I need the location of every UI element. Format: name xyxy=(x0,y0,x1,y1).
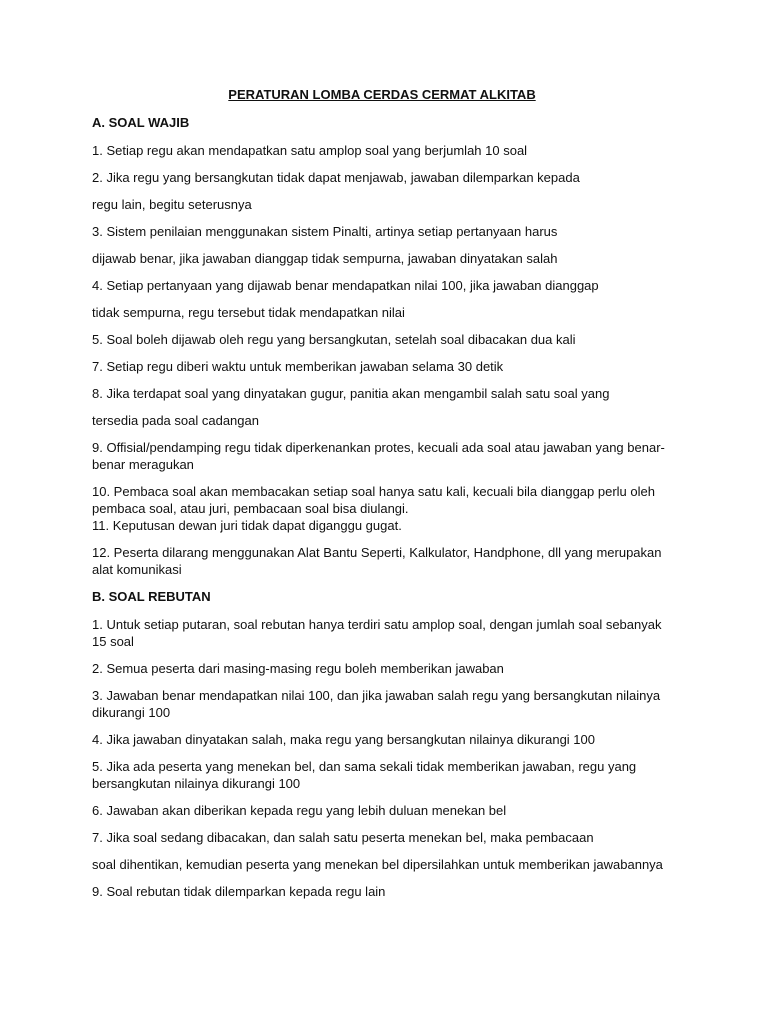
section-b-line: 5. Jika ada peserta yang menekan bel, dan sama sekali tidak memberikan jawaban, regu yang bersangkutan nilainya dikurangi 100 xyxy=(92,759,637,791)
section-a-line: 5. Soal boleh dijawab oleh regu yang bersangkutan, setelah soal dibacakan dua kali xyxy=(92,332,576,347)
section-a-line: 4. Setiap pertanyaan yang dijawab benar mendapatkan nilai 100, jika jawaban dianggap xyxy=(92,278,599,293)
section-b-line: 1. Untuk setiap putaran, soal rebutan hanya terdiri satu amplop soal, dengan jumlah soal sebanyak 15 soal xyxy=(92,617,662,649)
section-b-line: 3. Jawaban benar mendapatkan nilai 100, dan jika jawaban salah regu yang bersangkutan nilainya dikurangi 100 xyxy=(92,688,661,720)
section-a-line: 10. Pembaca soal akan membacakan setiap soal hanya satu kali, kecuali bila dianggap perlu oleh pembaca soal, atau juri, pembacaan soal bisa diulangi. xyxy=(92,484,655,516)
section-a-line: tersedia pada soal cadangan xyxy=(92,413,259,428)
section-b-line: 7. Jika soal sedang dibacakan, dan salah satu peserta menekan bel, maka pembacaan xyxy=(92,830,594,845)
section-b-line: 9. Soal rebutan tidak dilemparkan kepada regu lain xyxy=(92,884,386,899)
document-title: PERATURAN LOMBA CERDAS CERMAT ALKITAB xyxy=(228,87,536,102)
document-page xyxy=(92,86,672,910)
section-b-line: 6. Jawaban akan diberikan kepada regu yang lebih duluan menekan bel xyxy=(92,803,507,818)
section-a-line: 8. Jika terdapat soal yang dinyatakan gugur, panitia akan mengambil salah satu soal yang xyxy=(92,386,610,401)
section-a-line: 11. Keputusan dewan juri tidak dapat diganggu gugat. xyxy=(92,518,402,533)
section-b-line: 2. Semua peserta dari masing-masing regu boleh memberikan jawaban xyxy=(92,661,504,676)
section-b-line: 4. Jika jawaban dinyatakan salah, maka regu yang bersangkutan nilainya dikurangi 100 xyxy=(92,732,595,747)
section-a-heading: A. SOAL WAJIB xyxy=(92,115,190,130)
section-a-line: dijawab benar, jika jawaban dianggap tidak sempurna, jawaban dinyatakan salah xyxy=(92,251,558,266)
section-b-heading: B. SOAL REBUTAN xyxy=(92,589,211,604)
section-a-line: regu lain, begitu seterusnya xyxy=(92,197,252,212)
section-b-line: soal dihentikan, kemudian peserta yang menekan bel dipersilahkan untuk memberikan jawabannya xyxy=(92,857,663,872)
section-a-line: 9. Offisial/pendamping regu tidak diperkenankan protes, kecuali ada soal atau jawaban yang benar-benar meragukan xyxy=(92,440,665,472)
section-a-line: tidak sempurna, regu tersebut tidak mendapatkan nilai xyxy=(92,305,405,320)
section-a-line: 3. Sistem penilaian menggunakan sistem Pinalti, artinya setiap pertanyaan harus xyxy=(92,224,558,239)
section-a-line: 1. Setiap regu akan mendapatkan satu amplop soal yang berjumlah 10 soal xyxy=(92,143,528,158)
section-a-line: 7. Setiap regu diberi waktu untuk memberikan jawaban selama 30 detik xyxy=(92,359,504,374)
section-a-line: 12. Peserta dilarang menggunakan Alat Bantu Seperti, Kalkulator, Handphone, dll yang merupakan alat komunikasi xyxy=(92,545,662,577)
section-a-line: 2. Jika regu yang bersangkutan tidak dapat menjawab, jawaban dilemparkan kepada xyxy=(92,170,580,185)
